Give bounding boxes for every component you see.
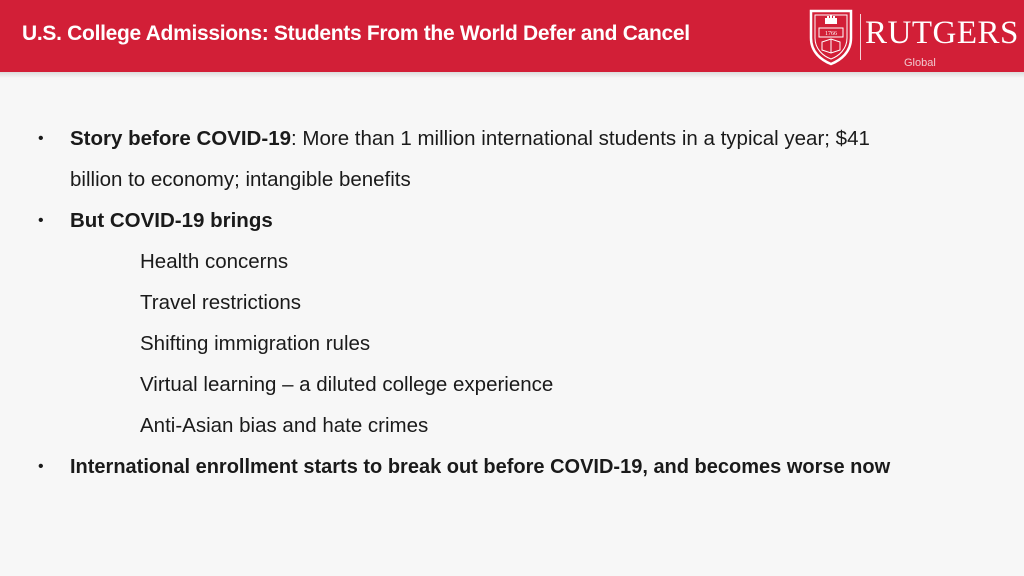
sub-item: Anti-Asian bias and hate crimes [140, 414, 429, 437]
bullet-text: : More than 1 million international students in a typical year; $41 [291, 127, 870, 150]
bullet-item [70, 127, 870, 151]
bullet-marker: • [38, 212, 44, 229]
bullet-bold-text: International enrollment starts to break out before COVID-19, and becomes worse now [70, 456, 891, 478]
shield-year: 1766 [825, 31, 837, 37]
sub-item: Shifting immigration rules [140, 332, 371, 355]
sub-item: Virtual learning – a diluted college experience [140, 373, 554, 396]
bullet-item [70, 209, 273, 233]
slide-title: U.S. College Admissions: Students From the World Defer and Cancel [22, 22, 690, 45]
sub-item: Health concerns [140, 250, 289, 273]
logo-subtitle: Global [904, 57, 936, 69]
bullet-marker: • [38, 458, 44, 475]
bullet-bold-text: Story before COVID-19 [70, 127, 291, 150]
sub-item: Travel restrictions [140, 291, 301, 314]
bullet-bold-text: But COVID-19 brings [70, 209, 273, 232]
logo-wordmark: RUTGERS [865, 15, 1019, 51]
bullet-item [70, 455, 890, 479]
bullet-marker: • [38, 130, 44, 147]
bullet-continuation: billion to economy; intangible benefits [70, 168, 411, 191]
